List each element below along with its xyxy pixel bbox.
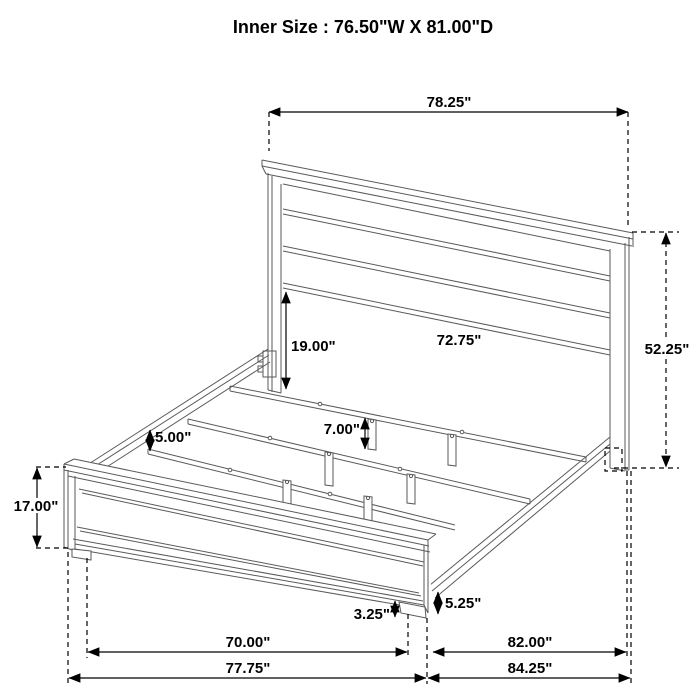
label-footboard-height: 17.00" <box>13 498 59 515</box>
label-side-rail-length: 82.00" <box>507 634 553 651</box>
label-headboard-inner-width: 72.75" <box>436 332 482 349</box>
left-side-rail <box>84 349 276 479</box>
label-headboard-height: 52.25" <box>644 341 690 358</box>
label-footboard-floor-gap: 3.25" <box>353 606 390 623</box>
left-rail-lines <box>84 349 270 479</box>
headboard-face-mask <box>262 160 633 470</box>
label-rail-floor-clearance: 5.25" <box>445 595 482 612</box>
slat-1 <box>230 386 586 462</box>
label-headboard-width: 78.25" <box>426 94 472 111</box>
headboard <box>262 160 633 471</box>
label-rail-to-slat-gap: 5.00" <box>155 429 192 446</box>
label-headboard-clearance: 19.00" <box>291 338 336 355</box>
label-footboard-inner-width: 70.00" <box>225 634 271 651</box>
diagram-title: Inner Size : 76.50"W X 81.00"D <box>232 17 494 37</box>
label-slat-support-height: 7.00" <box>323 421 360 438</box>
footboard <box>64 459 436 618</box>
slat-bolts <box>228 402 464 499</box>
label-overall-depth: 84.25" <box>507 660 553 677</box>
label-footboard-overall-width: 77.75" <box>225 660 271 677</box>
